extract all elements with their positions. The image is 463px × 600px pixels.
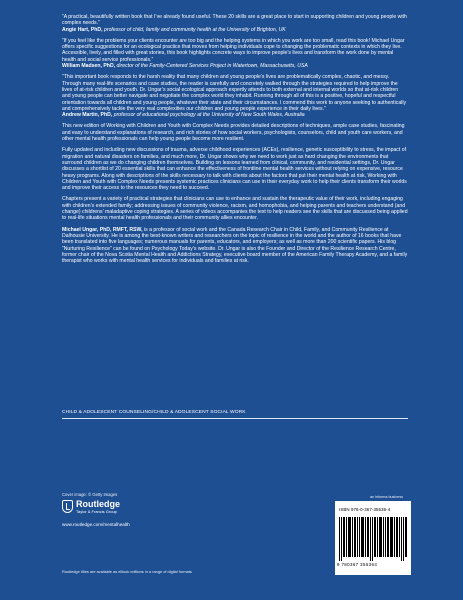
isbn-text: ISBN 978-0-367-35536-4 [339,507,391,512]
barcode-box [335,501,411,575]
barcode-digits: 9 780367 355364 [337,562,378,567]
subject-category: CHILD & ADOLESCENT COUNSELING/CHILD & ADOLESCENT SOCIAL WORK [62,410,246,415]
author-bio [62,227,408,265]
quote-3-affiliation: professor of educational psychology at the University of New South Wales, Australia [113,112,305,119]
barcode-icon [339,517,407,561]
publisher-url: www.routledge.com/mentalhealth [62,522,130,527]
quote-3-attribution [62,112,408,118]
body-paragraph-1: This new edition of Working with Children and Youth with Complex Needs provides detailed descriptions of techniques, ample case studies, fascinating and easy to understand explanations of research, and rich stories of how social workers, psychologists, counselors, child and youth care workers, and other mental health professionals can help young people become more resilient. [62,123,405,143]
publisher-logo [62,500,136,524]
cover-credit: Cover image: © Getty Images [62,492,118,497]
divider [62,418,408,419]
quote-2-attribution [62,63,408,69]
quote-1-text: “A practical, beautifully written book that I’ve already found useful. These 20 skills are a great place to start in supporting children and young people with complex needs.” [62,14,407,27]
informa-badge: an informa business [370,495,404,499]
quote-2-text: “If you feel like the problems your clients encounter are too big and the helping systems in which you work are too small, read this book! Michael Ungar offers specific suggestions for an ecological practice that moves from helping individuals cope to changing the problematic contexts in which they live. Accessible, lively, and filled with great stories, this book highlights concrete ways to improve people’s lives and transform the work done by mental health and social service professionals.” [62,37,405,63]
publisher-brand: Routledge [76,499,120,509]
main-text [62,14,408,264]
quote-3-text: “This important book responds to the harsh reality that many children and young people’s lives are problematically complex, chaotic, and messy. Through many real-life scenarios and case studies, the reader is carefully and concretely walked through the strategies required to help improve the lives of at-risk children and youth. Dr. Ungar’s social ecological approach expertly attends to both external and internal worlds so that at-risk children and young people can better navigate and negotiate the complex world they inhabit. Running through all of this is a positive, hopeful and respectful orientation towards all children and young people, whatever their state and their circumstances. I commend this work to anyone seeking to authentically and comprehensively tackle the very real complexities our children and young people experience in their daily lives.” [62,74,407,112]
body-paragraph-3: Chapters present a variety of practical strategies that clinicians can use to enhance and sustain the therapeutic value of their work, including engaging with children’s extended family; addressing issues of community violence, racism, and homophobia, and helping parents and teachers understand (and change) childrens’ maladaptive coping strategies. A series of videos accompanies the text to help readers see the skills that are discussed being applied to real-life situations mental health professionals and their community allies encounter. [62,196,408,222]
quote-2-name: William Madsen, PhD, [62,63,116,70]
quote-2-affiliation: director of the Family-Centered Services Project in Watertown, Massachusetts, USA [116,63,308,70]
ebook-disclaimer: Routledge titles are available as eBook editions in a range of digital formats [62,569,192,574]
author-name: Michael Ungar, PhD, RMFT, RSW, [62,226,143,233]
quote-1-attribution [62,27,408,33]
routledge-logo-icon [62,500,73,513]
author-bio-text: is a professor of social work and the Canada Research Chair in Child, Family, and Community Resilience at Dalhousie University. He is among the best-known writers and researchers on the topic of resilience in the world and the author of 16 books that have been translated into five languages; numerous manuals for parents, educators, and employers; as well as more than 200 scientific papers. His blog “Nurturing Resilience” can be found on Psychology Today’s website. Dr. Ungar is also the Founder and Director of the Resilience Research Centre, former chair of the Nova Scotia Mental Health and Addictions Strategy, executive board member of the American Family Therapy Academy, and a family therapist who works with mental health services for individuals and families at risk. [62,226,408,265]
quote-1-name: Angie Hart, PhD, [62,26,103,33]
publisher-sub: Taylor & Francis Group [76,509,117,514]
body-paragraph-2: Fully updated and including new discussions of trauma, adverse childhood experiences (ACEs), resilience, genetic susceptibility to stress, the impact of migration and natural disasters on families, and much more, Dr. Ungar shows why we need to work just as hard changing the environments that surround children as we do changing children themselves. Building on lessons learned from clinical, community, and residential settings, Dr. Ungar discusses a shortlist of 20 essential skills that can enhance the effectiveness of frontline mental health services without relying on expensive, resource heavy programs. Along with descriptions of the skills necessary to talk with clients about the factors that put their mental health at risk, Working with Children and Youth with Complex Needs presents systemic practices clinicians can use in their everyday work to help their clients transform their worlds and improve their access to the resources they need to succeed. [62,147,407,192]
quote-1-affiliation: professor of child, family and community health at the University of Brighton, UK [104,26,286,33]
quote-3-name: Andrew Martin, PhD, [62,112,113,119]
